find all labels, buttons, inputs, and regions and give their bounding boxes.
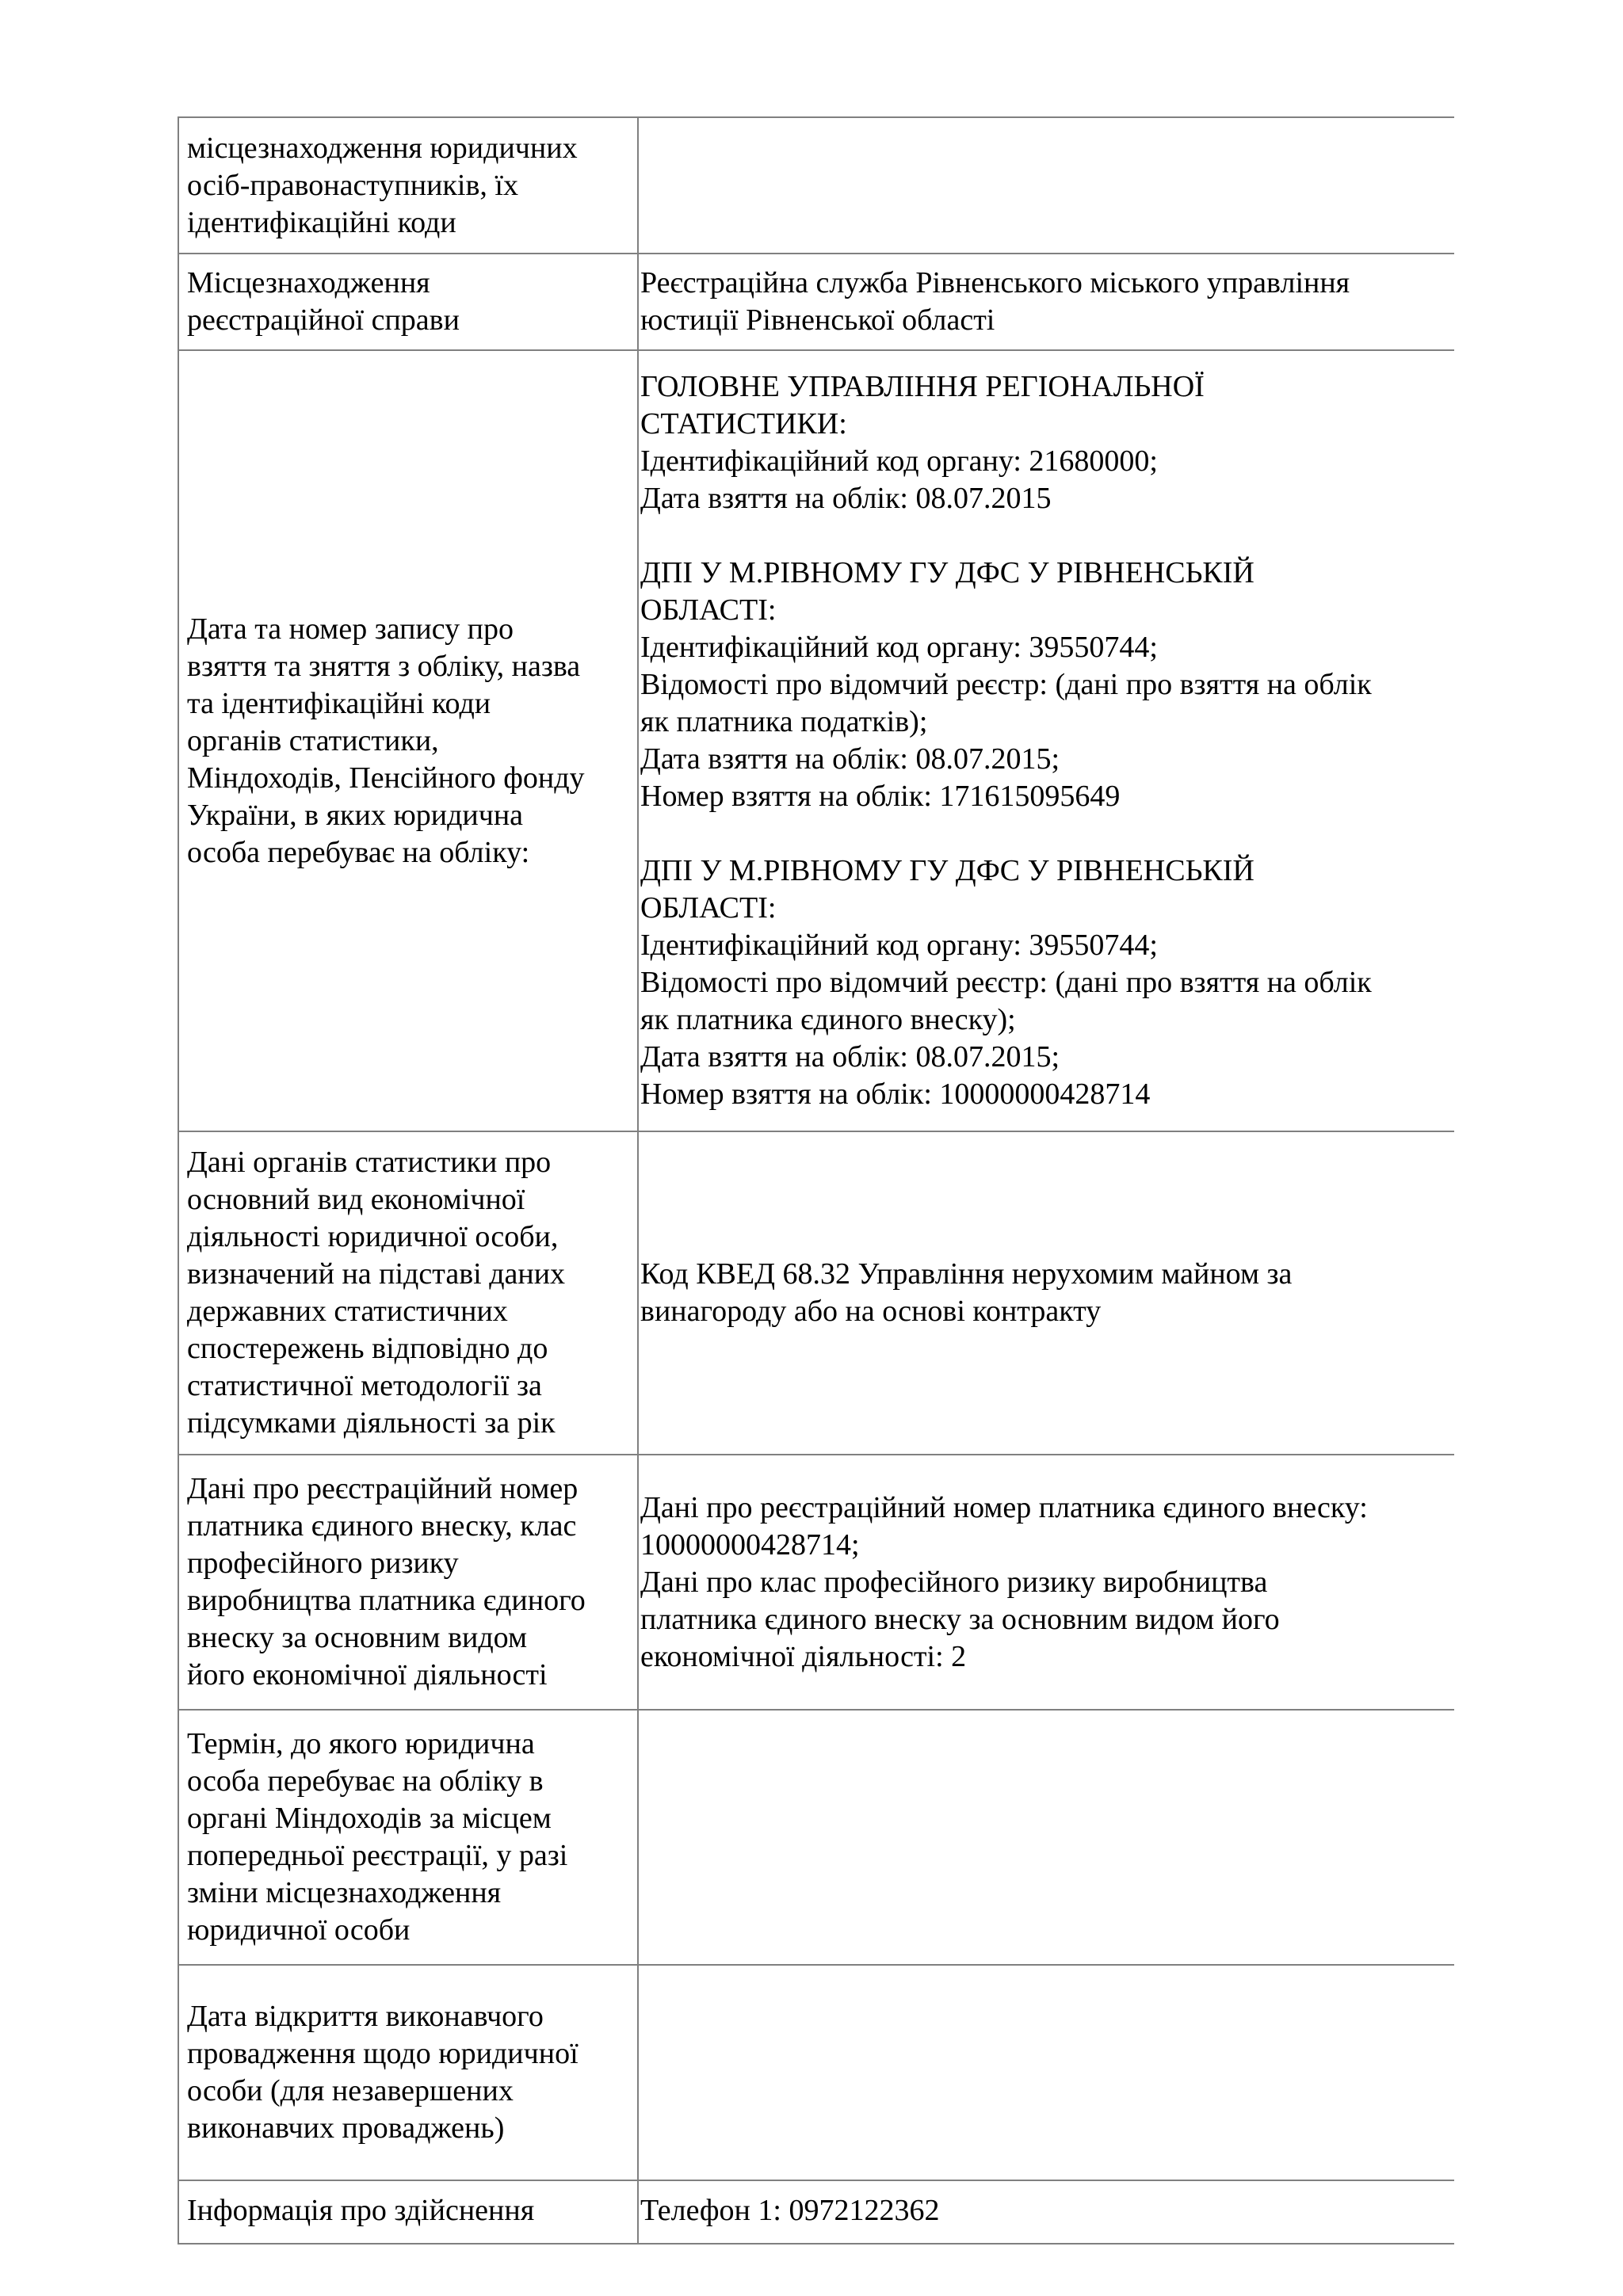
table-row-registration-file-location [178,254,1454,350]
table-row-registering-agencies [178,350,1454,1131]
label-line: діяльності юридичної особи, [187,1220,559,1253]
registry-extract-table [178,116,1454,2245]
value-line: винагороду або на основі контракту [640,1295,1102,1328]
value-line: Ідентифікаційний код органу: 39550744; [640,631,1158,664]
label-line: юридичної особи [187,1913,411,1947]
label-line: місцезнаходження юридичних [187,131,578,165]
label-line: ідентифікаційні коди [187,205,456,239]
label-line: Дані органів статистики про [187,1146,552,1179]
value-line: Дата взяття на облік: 08.07.2015; [640,1040,1060,1074]
field-label-registration-file-location [178,254,638,350]
label-line: виробництва платника єдиного [187,1584,586,1617]
field-value-contact-info [638,2180,1454,2244]
label-line: основний вид економічної [187,1183,525,1216]
value-line: Номер взяття на облік: 10000000428714 [640,1077,1151,1111]
agency-block-tax-payer [640,555,1446,815]
value-line: Дата взяття на облік: 08.07.2015; [640,742,1060,776]
label-line: підсумками діяльності за рік [187,1406,556,1440]
label-line: Дата відкриття виконавчого [187,2000,544,2033]
label-line: Дата та номер запису про [187,612,514,646]
value-line: як платника податків); [640,705,928,738]
value-line: Реєстраційна служба Рівненського міського управління [640,266,1350,299]
field-value-registration-file-location [638,254,1454,350]
label-line: професійного ризику [187,1547,459,1580]
field-value-single-contribution [638,1455,1454,1710]
label-line: взяття та зняття з обліку, назва [187,649,581,683]
block-spacer [640,815,1446,852]
value-line: економічної діяльності: 2 [640,1639,967,1673]
table-row-contact-info [178,2180,1454,2244]
field-label-enforcement-proceedings [178,1965,638,2180]
field-value-successor-locations [638,117,1454,254]
label-line: особа перебуває на обліку: [187,835,530,869]
value-line: Дані про реєстраційний номер платника єдиного внеску: [640,1490,1368,1524]
label-line: провадження щодо юридичної [187,2037,579,2070]
label-line: органів статистики, [187,723,439,757]
value-line: ДПІ У М.РІВНОМУ ГУ ДФС У РІВНЕНСЬКІЙ [640,556,1254,589]
field-value-registering-agencies [638,350,1454,1131]
label-line: попередньої реєстрації, у разі [187,1839,568,1872]
table-row-previous-registration-term [178,1710,1454,1965]
label-line: Інформація про здійснення [187,2194,535,2227]
table-row-single-contribution [178,1455,1454,1710]
agency-block-statistics [640,368,1446,517]
field-label-successor-locations [178,117,638,254]
label-line: зміни місцезнаходження [187,1876,502,1909]
label-line: виконавчих проваджень) [187,2111,505,2145]
value-line: Відомості про відомчий реєстр: (дані про взяття на облік [640,966,1372,999]
value-line: 10000000428714; [640,1527,860,1562]
value-line: ОБЛАСТІ: [640,891,777,925]
label-line: Термін, до якого юридична [187,1727,535,1760]
field-label-economic-activity [178,1131,638,1455]
label-line: Місцезнаходження [187,266,430,299]
value-line: Ідентифікаційний код органу: 21680000; [640,444,1158,478]
label-line: внеску за основним видом [187,1621,528,1654]
label-line: та ідентифікаційні коди [187,686,491,720]
agency-block-single-contribution [640,852,1446,1113]
value-line: СТАТИСТИКИ: [640,407,847,441]
label-line: Дані про реєстраційний номер [187,1472,579,1505]
value-line: Телефон 1: 0972122362 [640,2194,940,2227]
value-line: юстиції Рівненської області [640,303,995,337]
table-row-successor-locations [178,117,1454,254]
value-line: платника єдиного внеску за основним видом його [640,1602,1280,1636]
value-line: Номер взяття на облік: 171615095649 [640,780,1121,813]
label-line: державних статистичних [187,1295,508,1328]
value-line: Ідентифікаційний код органу: 39550744; [640,929,1158,962]
field-label-contact-info [178,2180,638,2244]
value-line: Відомості про відомчий реєстр: (дані про взяття на облік [640,668,1372,701]
value-line: Дата взяття на облік: 08.07.2015 [640,482,1052,515]
field-label-previous-registration-term [178,1710,638,1965]
field-value-enforcement-proceedings [638,1965,1454,2180]
value-line: ГОЛОВНЕ УПРАВЛІННЯ РЕГІОНАЛЬНОЇ [640,370,1205,403]
field-label-single-contribution [178,1455,638,1710]
field-value-economic-activity [638,1131,1454,1455]
value-line: Код КВЕД 68.32 Управління нерухомим майном за [640,1257,1293,1291]
label-line: України, в яких юридична [187,798,524,832]
value-line: як платника єдиного внеску); [640,1003,1016,1036]
label-line: органі Міндоходів за місцем [187,1802,552,1835]
label-line: особи (для незавершених [187,2074,514,2107]
label-line: статистичної методології за [187,1369,542,1402]
label-line: особа перебуває на обліку в [187,1764,544,1798]
label-line: його економічної діяльності [187,1658,548,1691]
label-line: спостережень відповідно до [187,1332,548,1365]
value-line: ДПІ У М.РІВНОМУ ГУ ДФС У РІВНЕНСЬКІЙ [640,854,1254,887]
value-line: ОБЛАСТІ: [640,593,777,627]
field-value-previous-registration-term [638,1710,1454,1965]
label-line: платника єдиного внеску, клас [187,1509,577,1543]
block-spacer [640,517,1446,555]
label-line: осіб-правонаступників, їх [187,168,518,202]
table-row-economic-activity [178,1131,1454,1455]
label-line: реєстраційної справи [187,303,460,337]
label-line: Міндоходів, Пенсійного фонду [187,761,585,795]
value-line: Дані про клас професійного ризику виробництва [640,1565,1268,1599]
field-label-registering-agencies [178,350,638,1131]
table-row-enforcement-proceedings [178,1965,1454,2180]
label-line: визначений на підставі даних [187,1257,566,1291]
